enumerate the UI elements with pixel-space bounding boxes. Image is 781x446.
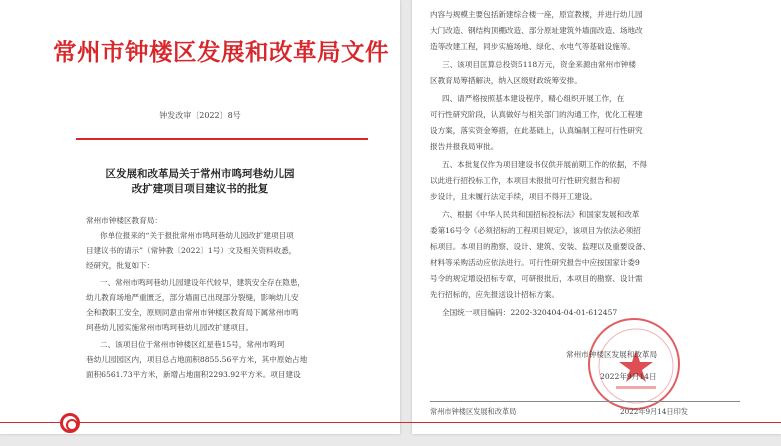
signature-date: 2022年9月14日 bbox=[600, 372, 657, 381]
body-line: 珂巷幼儿园实施常州市鸣珂巷幼儿园改扩建项目。 bbox=[86, 323, 254, 332]
document-page-left bbox=[0, 0, 400, 434]
footer-divider bbox=[430, 401, 740, 402]
body-line: 三、该项目匡算总投资5118万元，资金来源由常州市钟楼 bbox=[442, 60, 636, 69]
body-line: 目建议书的请示”（常钟教〔2022〕1号）文及相关资料收悉， bbox=[86, 246, 297, 255]
document-title-line-1: 区发展和改革局关于常州市鸣珂巷幼儿园 bbox=[105, 168, 295, 180]
body-line: 六、根据《中华人民共和国招标投标法》和国家发展和改革 bbox=[442, 210, 640, 219]
body-line: 区教育局筹措解决，纳入区级财政统筹安排。 bbox=[430, 76, 582, 85]
body-line: 二、该项目位于常州市钟楼区红星巷15号，常州市鸣珂 bbox=[100, 340, 285, 349]
body-line: 可行性研究阶段，认真做好与相关部门的沟通工作，优化工程建 bbox=[430, 110, 643, 119]
body-line: 五、本批复仅作为项目建设书仅供开展前期工作的依据，不得 bbox=[442, 160, 648, 169]
red-divider-rule bbox=[76, 138, 368, 140]
body-line: 面积6561.73平方米，新增占地面积2293.92平方米。项目建设 bbox=[86, 370, 301, 379]
body-line: 内容与规模主要包括新建综合楼一座，原宣教楼，并进行幼儿园 bbox=[430, 10, 643, 19]
body-line: 材料等采购活动应依法进行。可行性研究报告中应按国家计委9 bbox=[430, 258, 640, 267]
body-line: 设方案，落实资金筹措，在此基础上，认真编制工程可行性研究 bbox=[430, 126, 643, 135]
body-line: 标项目。本项目的勘察、设计、建筑、安装、监理以及重要设备、 bbox=[430, 242, 651, 251]
body-line: 四、请严格按照基本建设程序，精心组织开展工作，在 bbox=[442, 94, 625, 103]
body-line: 号令的规定增设招标专章，可研报批后，本项目的勘察、设计需 bbox=[430, 274, 643, 283]
project-code-line: 全国统一项目编码：2202-320404-04-01-612457 bbox=[442, 308, 618, 317]
document-number: 钟发改审〔2022〕8号 bbox=[159, 111, 241, 120]
masthead-title: 常州市钟楼区发展和改革局文件 bbox=[53, 38, 389, 66]
body-line: 一、常州市鸣珂巷幼儿园建设年代较早，建筑安全存在隐患， bbox=[100, 278, 306, 287]
body-line: 先行招标的，应先报送设计招标方案。 bbox=[430, 290, 560, 299]
body-line: 幼儿教育场地严重匮乏，部分墙面已出现部分裂缝，影响幼儿安 bbox=[86, 293, 299, 302]
body-line: 全和教职工安全，原则同意由常州市钟楼区教育局下属常州市鸣 bbox=[86, 308, 299, 317]
footer-issuer: 常州市钟楼区发展和改革局 bbox=[430, 407, 517, 416]
body-line: 常州市钟楼区教育局： bbox=[86, 216, 162, 225]
red-official-seal-icon bbox=[588, 318, 680, 410]
footer-issue-date: 2022年9月14日印发 bbox=[620, 407, 688, 416]
body-line: 以此进行招投标工作，本项目未报批可行性研究报告和初 bbox=[430, 176, 620, 185]
body-line: 大门改造、钢结构顶棚改造、部分原址建筑外墙面改造、场地改 bbox=[430, 26, 643, 35]
body-line: 报告并报我局审批。 bbox=[430, 142, 499, 151]
signature-organization: 常州市钟楼区发展和改革局 bbox=[566, 350, 658, 359]
body-line: 巷幼儿园园区内，项目总占地面积8855.56平方米，其中原始占地 bbox=[86, 355, 308, 364]
body-line: 委第16号令《必须招标的工程项目规定》，该项目为依法必须招 bbox=[430, 226, 641, 235]
body-line: 经研究，批复如下： bbox=[86, 261, 155, 270]
document-title-line-2: 改扩建项目项目建议书的批复 bbox=[131, 183, 269, 195]
red-ring-logo-icon bbox=[60, 413, 80, 433]
bottom-red-bar bbox=[0, 422, 781, 423]
body-line: 造等改建工程，同步实施场地、绿化、水电气等基础设施等。 bbox=[430, 42, 636, 51]
body-line: 你单位报来的“关于报批常州市鸣珂巷幼儿园改扩建项目项 bbox=[100, 231, 294, 240]
body-line: 步设计，且未履行法定手续，项目不得开工建设。 bbox=[430, 192, 598, 201]
